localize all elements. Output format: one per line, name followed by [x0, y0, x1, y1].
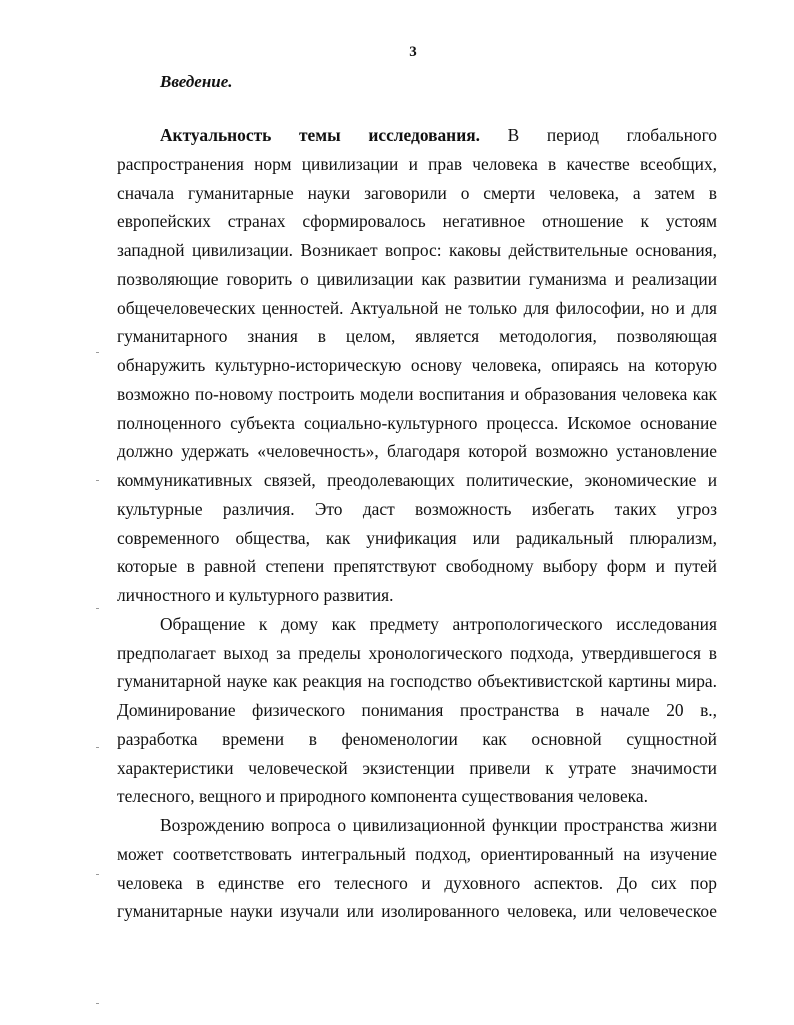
scan-mark: [96, 874, 99, 875]
text-line: Доминирование физического понимания пространства в начале 20 в.,: [117, 700, 717, 720]
text-line: Возрождению вопроса о цивилизационной функции пространства жизни: [160, 815, 717, 835]
text-line: телесного, вещного и природного компонента существования человека.: [117, 786, 648, 807]
page-number: 3: [409, 44, 417, 60]
body-text: [117, 121, 717, 926]
text-line: гуманитарные науки изучали или изолированного человека, или человеческое: [117, 901, 717, 922]
text-line: может соответствовать интегральный подход, ориентированный на изучение: [117, 843, 717, 864]
paragraph-relevance: [117, 121, 717, 610]
text-line: должно удержать «человечность», благодаря которой возможно установление: [117, 441, 717, 462]
text-line: Актуальность темы исследования. В период глобального: [160, 125, 717, 145]
paragraph-integral-approach: [117, 811, 717, 926]
text-line: Обращение к дому как предмету антропологического исследования: [160, 613, 717, 634]
section-heading: Введение.: [160, 72, 233, 91]
scan-mark: [96, 608, 99, 609]
text-line: личностного и культурного развития.: [117, 585, 394, 605]
scan-mark: [96, 480, 99, 481]
text-line: западной цивилизации. Возникает вопрос: каковы действительные основания,: [117, 240, 717, 260]
scan-mark: [96, 1003, 99, 1004]
paragraph-lead: Актуальность темы исследования.: [160, 125, 480, 145]
text-line: которые в равной степени препятствуют свободному выбору форм и путей: [117, 556, 717, 577]
scan-mark: [96, 352, 99, 353]
text-line: гуманитарной науке как реакция на господство объективистской картины мира.: [117, 671, 717, 692]
text-line: позволяющие говорить о цивилизации как развитии гуманизма и реализации: [117, 268, 717, 289]
scan-mark: [96, 747, 99, 748]
text-line: сначала гуманитарные науки заговорили о смерти человека, а затем в: [117, 182, 717, 203]
text-line: европейских странах сформировалось негативное отношение к устоям: [117, 211, 717, 232]
text-line: коммуникативных связей, преодолевающих политические, экономические и: [117, 470, 717, 490]
text-line: современного общества, как унификация или радикальный плюрализм,: [117, 527, 717, 548]
text-line: культурные различия. Это даст возможность избегать таких угроз: [117, 498, 717, 519]
text-line: общечеловеческих ценностей. Актуальной не только для философии, но и для: [117, 297, 717, 318]
paragraph-home-study: [117, 610, 717, 811]
text-line: предполагает выход за пределы хронологического подхода, утвердившегося в: [117, 642, 717, 663]
text-line: человека в единстве его телесного и духовного аспектов. До сих пор: [117, 872, 717, 893]
text-line: обнаружить культурно-историческую основу человека, опираясь на которую: [117, 355, 717, 375]
text-line: характеристики человеческой экзистенции привели к утрате значимости: [117, 757, 717, 778]
text-line: возможно по-новому построить модели воспитания и образования человека как: [117, 383, 717, 404]
text-line: распространения норм цивилизации и прав человека в качестве всеобщих,: [117, 153, 717, 174]
text-line: гуманитарного знания в целом, является методология, позволяющая: [117, 326, 717, 347]
text-line: разработка времени в феноменологии как основной сущностной: [117, 728, 717, 749]
text-line: полноценного субъекта социально-культурного процесса. Искомое основание: [117, 412, 717, 433]
